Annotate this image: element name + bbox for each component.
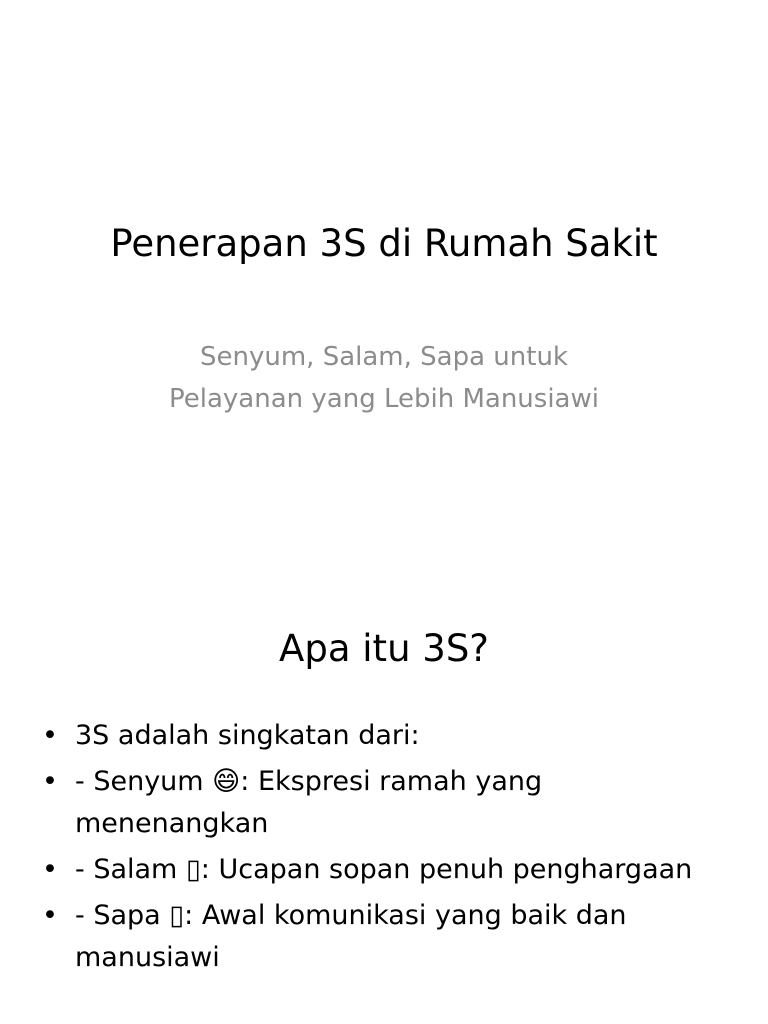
bullet-text: - Sapa ▯: Awal komunikasi yang baik dan manusiawi <box>75 900 627 973</box>
bullet-marker: • <box>42 720 58 751</box>
bullet-text: - Senyum 😄: Ekspresi ramah yang menenangkan <box>75 766 543 839</box>
content-slide <box>0 512 768 1024</box>
bullet-text: 3S adalah singkatan dari: <box>75 720 420 751</box>
bullet-item <box>42 761 742 845</box>
presentation-title: Penerapan 3S di Rumah Sakit <box>110 222 658 265</box>
bullet-text: - Salam ▯: Ucapan sopan penuh penghargaan <box>75 854 693 885</box>
bullet-item <box>42 715 742 757</box>
presentation-subtitle <box>0 336 768 420</box>
bullet-marker: • <box>42 766 58 797</box>
bullet-item <box>42 849 742 891</box>
bullet-list <box>42 715 742 983</box>
bullet-item <box>42 895 742 979</box>
subtitle-line-2: Pelayanan yang Lebih Manusiawi <box>169 384 599 414</box>
subtitle-line-1: Senyum, Salam, Sapa untuk <box>200 342 568 372</box>
bullet-marker: • <box>42 854 58 885</box>
slide-heading: Apa itu 3S? <box>279 627 489 670</box>
bullet-marker: • <box>42 900 58 931</box>
